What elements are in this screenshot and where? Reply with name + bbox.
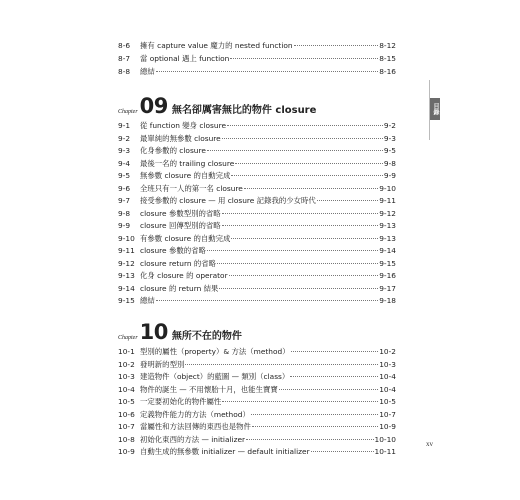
entry-page: 10-5 (379, 397, 396, 406)
entry-page: 10-10 (374, 434, 396, 444)
dot-leader (156, 71, 378, 72)
dot-leader (222, 225, 379, 226)
entry-title: 最後一名的 trailing closure (140, 158, 235, 168)
entry-number: 9-11 (118, 246, 135, 255)
toc-entry[interactable] (118, 258, 396, 270)
toc-entry[interactable] (118, 233, 396, 245)
entry-title: 型別的屬性（property）& 方法（method） (140, 347, 290, 356)
dot-leader (217, 263, 378, 264)
entry-title: 定義物件能力的方法（method） (140, 409, 250, 419)
toc-entry[interactable] (118, 145, 396, 157)
chapter-label: Chapter (118, 109, 138, 115)
entry-page: 10-9 (379, 422, 396, 431)
entry-page: 8-16 (379, 67, 396, 76)
entry-page: 10-4 (379, 384, 396, 394)
dot-leader (231, 238, 378, 239)
entry-title: 化身參數的 closure (140, 146, 206, 155)
toc-entry[interactable] (118, 40, 396, 52)
entry-number: 10-9 (118, 447, 135, 456)
entry-page: 10-2 (379, 347, 396, 356)
entry-page: 10-7 (379, 409, 396, 419)
entry-number: 9-10 (118, 233, 135, 243)
dot-leader (207, 150, 383, 151)
toc-entry[interactable] (118, 346, 396, 358)
entry-page: 9-3 (383, 133, 396, 143)
entry-number: 9-8 (118, 208, 131, 218)
toc-entry[interactable] (118, 158, 396, 170)
entry-number: 9-14 (118, 283, 135, 293)
entry-page: 9-12 (379, 208, 396, 218)
toc-entry[interactable] (118, 53, 396, 65)
toc-entry[interactable] (118, 421, 396, 433)
toc-entry[interactable] (118, 195, 396, 207)
toc-entry[interactable] (118, 446, 396, 458)
dot-leader (279, 389, 378, 390)
dot-leader (294, 45, 379, 46)
toc-entry[interactable] (118, 220, 396, 232)
entry-page: 10-3 (379, 359, 396, 369)
entry-number: 9-7 (118, 196, 131, 205)
toc-entry[interactable] (118, 371, 396, 383)
dot-leader (251, 414, 378, 415)
entry-number: 10-8 (118, 434, 135, 444)
entry-page: 9-14 (379, 246, 396, 255)
entry-title: 自動生成的無參數 initializer — default initializer (140, 447, 310, 456)
toc-entry[interactable] (118, 270, 396, 282)
entry-title: 化身 closure 的 operator (140, 271, 228, 280)
dot-leader (252, 426, 378, 427)
entry-number: 9-15 (118, 296, 135, 305)
entry-number: 9-3 (118, 146, 131, 155)
dot-leader (156, 300, 378, 301)
entry-page: 10-4 (379, 372, 396, 381)
toc-entry[interactable] (118, 208, 396, 220)
dot-leader (222, 401, 378, 402)
dot-leader (246, 439, 373, 440)
entry-title: 從 function 變身 closure (140, 121, 227, 130)
chapter-label: Chapter (118, 335, 138, 341)
chapter-heading (118, 96, 316, 116)
entry-number: 9-9 (118, 221, 131, 230)
chapter-heading (118, 322, 242, 342)
entry-title: 一定要初始化的物件屬性 (140, 397, 222, 406)
entry-page: 9-13 (379, 221, 396, 230)
entry-number: 9-1 (118, 121, 131, 130)
entry-number: 10-1 (118, 347, 135, 356)
entry-page: 9-13 (379, 233, 396, 243)
entry-number: 10-4 (118, 384, 135, 394)
toc-entry[interactable] (118, 66, 396, 78)
entry-page: 8-15 (379, 54, 396, 63)
entry-title: 當屬性和方法回傳的東西也是物件 (140, 422, 251, 431)
entry-title: 無參數 closure 的自動完成 (140, 171, 231, 180)
section-tab: 目錄 (430, 98, 440, 120)
entry-number: 10-6 (118, 409, 135, 419)
entry-number: 10-5 (118, 397, 135, 406)
toc-entry[interactable] (118, 133, 396, 145)
entry-number: 8-8 (118, 67, 131, 76)
dot-leader (230, 58, 378, 59)
dot-leader (311, 451, 374, 452)
toc-entry[interactable] (118, 170, 396, 182)
dot-leader (207, 250, 378, 251)
toc-entry[interactable] (118, 245, 396, 257)
entry-page: 9-8 (383, 158, 396, 168)
entry-page: 9-2 (383, 121, 396, 130)
toc-entry[interactable] (118, 359, 396, 371)
dot-leader (219, 288, 378, 289)
toc-entry[interactable] (118, 283, 396, 295)
entry-page: 9-16 (379, 271, 396, 280)
entry-title: 總結 (140, 296, 155, 305)
entry-page: 9-18 (379, 296, 396, 305)
dot-leader (222, 138, 383, 139)
entry-number: 10-2 (118, 359, 135, 369)
chapter-number: 09 (139, 94, 168, 118)
toc-entry[interactable] (118, 384, 396, 396)
entry-title: closure 的 return 結果 (140, 283, 219, 293)
entry-page: 9-5 (383, 146, 396, 155)
entry-number: 9-5 (118, 171, 131, 180)
entry-page: 9-17 (379, 283, 396, 293)
entry-title: closure 參數型別的省略 (140, 208, 221, 218)
dot-leader (227, 125, 383, 126)
chapter-number: 10 (139, 320, 168, 344)
entry-title: 全班只有一人的第一名 closure (140, 183, 243, 193)
entry-page: 9-15 (379, 258, 396, 268)
entry-title: 接受參數的 closure — 用 closure 記錄我的少女時代 (140, 196, 316, 205)
entry-number: 10-7 (118, 422, 135, 431)
entry-page: 9-11 (379, 196, 396, 205)
entry-page: 10-11 (374, 447, 396, 456)
entry-title: 建造物件（object）的藍圖 — 類別（class） (140, 372, 290, 381)
dot-leader (229, 275, 379, 276)
dot-leader (231, 175, 383, 176)
entry-title: 發明新的型別 (140, 359, 185, 369)
dot-leader (185, 364, 378, 365)
entry-title: 有參數 closure 的自動完成 (140, 233, 231, 243)
entry-title: 擁有 capture value 魔力的 nested function (140, 41, 293, 50)
entry-number: 9-6 (118, 183, 131, 193)
dot-leader (244, 188, 378, 189)
entry-number: 10-3 (118, 372, 135, 381)
entry-title: closure 回傳型別的省略 (140, 221, 221, 230)
entry-title: 最單純的無參數 closure (140, 133, 221, 143)
dot-leader (235, 163, 383, 164)
toc-entry[interactable] (118, 409, 396, 421)
dot-leader (290, 376, 378, 377)
entry-title: 初始化東西的方法 — initializer (140, 434, 246, 444)
entry-page: 8-12 (379, 41, 396, 50)
chapter-title: 無所不在的物件 (171, 331, 242, 342)
dot-leader (291, 351, 379, 352)
entry-number: 9-4 (118, 158, 131, 168)
chapter-title: 無名卻厲害無比的物件 closure (171, 105, 317, 116)
entry-number: 8-6 (118, 41, 131, 50)
entry-title: 當 optional 遇上 function (140, 54, 230, 63)
entry-title: closure return 的省略 (140, 258, 217, 268)
entry-number: 8-7 (118, 54, 131, 63)
toc-entry[interactable] (118, 183, 396, 195)
toc-entry[interactable] (118, 120, 396, 132)
toc-entry[interactable] (118, 295, 396, 307)
toc-entry[interactable] (118, 434, 396, 446)
dot-leader (317, 200, 378, 201)
entry-page: 9-9 (383, 171, 396, 180)
toc-entry[interactable] (118, 396, 396, 408)
entry-number: 9-12 (118, 258, 135, 268)
entry-title: closure 參數的省略 (140, 246, 206, 255)
entry-title: 物件的誕生 — 不用懷胎十月，也能生寶寶 (140, 384, 278, 394)
entry-number: 9-2 (118, 133, 131, 143)
page-number: xv (426, 440, 433, 448)
entry-title: 總結 (140, 67, 155, 76)
entry-number: 9-13 (118, 271, 135, 280)
entry-page: 9-10 (379, 183, 396, 193)
dot-leader (222, 213, 379, 214)
